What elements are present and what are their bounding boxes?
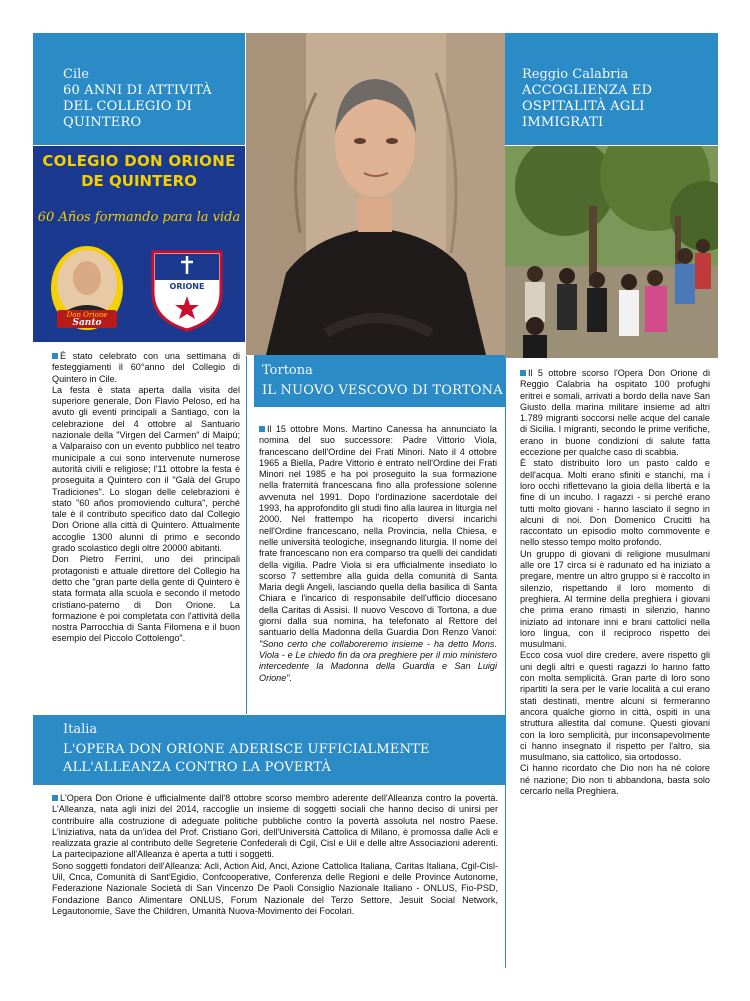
don-orione-portrait [47,244,127,332]
italia-location: Italia [63,722,98,737]
reggio-article [520,368,710,797]
banner-tagline: 60 Años formando para la vida [37,210,241,225]
paragraph-marker-icon [52,795,58,801]
reggio-title: ACCOGLIENZA ED OSPITALITÀ AGLI IMMIGRATI [522,83,653,130]
cile-title: 60 ANNI DI ATTIVITÀ DEL COLLEGIO DI QUINTERO [63,83,212,130]
portrait-caption-bottom: Santo [72,318,102,328]
reggio-header [505,33,718,145]
paragraph-marker-icon [520,370,526,376]
italia-header [33,715,505,785]
tortona-text: Il 15 ottobre Mons. Martino Canessa ha annunciato la nomina del suo successore: Padre Vittorio Viola, francescano dell'Ordine dei Frati Minori. Nato il 4 ottobre 1965 a Biella, Padre Vittorio è entrato nell'Ordine dei Frati Minori nel 1985 e ha poi proseguito la sua formazione nella fraternità francescana fino alla professione solenne avvenuta nel 1991. Dopo l'ordinazione sacerdotale del 1993, ha approfondito gli studi fino alla laurea in liturgia nel 2000. Nel frattempo ha ricoperto diversi incarichi nell'Ordine francescano, nella Provincia, nella Chiesa, e nelle università teologiche, insegnando liturgia. Il nome del frate francescano non era comparso tra quelli dei candidati della vigilia. Padre Viola si era ufficialmente insediato lo scorso 7 settembre alla guida della comunità di Santa Maria degli Angeli, lasciando quella della basilica di Santa Chiara e l'incarico di responsabile dell'ufficio diocesano della Caritas di Assisi. Il nuovo Vescovo di Tortona, a due giorni dalla sua nomina, ha telefonato al Rettore del santuario della Madonna della Guardia Don Renzo Vanoi: [259,424,497,638]
italia-paragraph: Sono soggetti fondatori dell'Alleanza: Acli, Action Aid, Anci, Azione Cattolica Italiana, Caritas Italiana, Cgil-Cisl-Uil, Cnca, Comunità di Sant'Egidio, Confcooperative, Conferenza delle Regioni e delle Province Autonome, Federazione Nazionale Società di San Vincenzo De Paoli Consiglio Nazionale Italiano - ONLUS, Fio-PSD, Fondazione Banco Alimentare ONLUS, Forum Nazionale del Terzo Settore, Jesuit Social Network, Legautonomie, Save the Children, Umanità Nuova-Movimento dei Focolari. [52,860,498,916]
reggio-paragraph: Un gruppo di giovani di religione musulmani alle ore 17 circa si è radunato ed ha iniziato a pregare, mentre un altro gruppo si è raccolto in silenzio, rispettando il loro momento di preghiera. Al termine della preghiera i giovani che prima erano rimasti in silenzio, hanno iniziato ad intonare inni e brani cattolici nella loro lingua, con il reciproco rispetto dei musulmani. [520,548,710,650]
italia-paragraph: L'Opera Don Orione è ufficialmente dall'8 ottobre scorso membro aderente dell'Alleanza contro la povertà. L'Alleanza, nata agli inizi del 2014, raccoglie un insieme di soggetti sociali che hanno deciso di unirsi per contribuire alla costruzione di adeguate politiche pubbliche contro la povertà assoluta nel nostro Paese. L'iniziativa, nata da un'idea del Prof. Cristiano Gori, dell'Università Cattolica di Milano, è promossa dalle Acli e realizzata grazie al contributo delle Segreterie Confederali di Cgil, Cisl e Uil e delle altre Associazioni aderenti. La partecipazione all'Alleanza è aperta a tutti i soggetti. [52,793,498,860]
cile-paragraph: La festa è stata aperta dalla visita del superiore generale, Don Flavio Peloso, ed ha avuto gli eventi principali a Santiago, con la celebrazione del 4 ottobre al Santuario nazionale della "Virgen del Carmen" di Maipú; a Valparaiso con un evento pubblico nel teatro municipale a cui sono intervenute numerose autorità civili e religiose; l'11 ottobre la festa è proseguita a Quintero con il "Galà del Grupo Tradiciones". Lo slogan delle celebrazioni è stato "60 años promoviendo cultura", perché tale è il contributo specifico dato dal Collegio Don Orione alla città di Quintero. Attualmente accoglie 1300 alunni di primo e secondo grado scolastico degli oltre 20000 abitanti. [52,384,240,554]
cile-banner [33,146,245,342]
paragraph-marker-icon [52,353,58,359]
reggio-paragraph: È stato distribuito loro un pasto caldo e dell'acqua. Molti erano sfiniti e stanchi, ma i loro occhi riflettevano la gioia della libertà e la fine di un incubo. I ragazzi - si perché erano tutti molto giovani - hanno lasciato il segno in alcuni di noi. Don Domenico Crucitti ha raccontato un episodio molto commovente e nello stesso tempo molto profondo. [520,458,710,548]
shield-text: ORIONE [169,282,205,291]
migrants-photo [505,146,718,358]
italia-title-line1: L'OPERA DON ORIONE ADERISCE UFFICIALMENTE [63,742,430,757]
tortona-header [254,355,505,407]
banner-line2: DE QUINTERO [81,172,197,190]
reggio-location: Reggio Calabria [522,67,629,82]
cile-paragraph: Don Pietro Ferrini, uno dei principali protagonisti e attuale direttore del Collegio ha detto che "gran parte della gente di Quintero è stata formata alla scuola e secondo il metodo cristiano-paterno di Don Orione. La formazione è poi completata con l'attività della nostra Parrocchia di Santa Filomena e il buon esempio del Piccolo Cottolengo". [52,554,240,644]
italia-article [52,793,498,917]
tortona-title: IL NUOVO VESCOVO DI TORTONA [262,383,503,398]
cile-location: Cile [63,67,89,82]
reggio-paragraph: Ci hanno ricordato che Dio non ha né colore né nazione; Dio non ti abbandona, basta solo cercarlo nella Preghiera. [520,763,710,796]
banner-line1: COLEGIO DON ORIONE [42,152,236,170]
orione-shield-icon [149,248,225,332]
cile-article [52,351,240,645]
cile-paragraph: È stato celebrato con una settimana di festeggiamenti il 60°anno del Collegio di Quintero in Cile. [52,351,240,384]
paragraph-marker-icon [259,426,265,432]
tortona-location: Tortona [262,363,313,378]
cile-header [33,33,245,145]
portrait-caption-top: Don Orione [66,311,108,319]
tortona-quote: "Sono certo che collaboreremo insieme - ha detto Mons. Viola - e Le chiedo fin da ora preghiere per il mio ministero intercedente la Madonna della Guardia e San Luigi Orione". [259,638,497,683]
bishop-photo [246,33,505,355]
reggio-paragraph: Ecco cosa vuol dire credere, avere rispetto gli uni degli altri e questi ragazzi lo hanno fatto con molta semplicità. Gran parte di loro sono ripartiti la sera per le varie località a cui erano stati destinati, mentre alcuni si fermeranno ancora qualche giorno in città, ospiti in una struttura allestita dal comune. Questi giovani con la loro semplicità, pur inconsapevolmente ci hanno insegnato il rispetto per l'altro, sia musulmano, sia cattolico, sia ortodosso. [520,650,710,763]
column-divider [505,356,506,968]
italia-title-line2: ALL'ALLEANZA CONTRO LA POVERTÀ [63,760,332,775]
tortona-article [259,424,497,684]
column-divider [246,356,247,714]
reggio-paragraph: Il 5 ottobre scorso l'Opera Don Orione di Reggio Calabria ha ospitato 100 profughi eritrei e somali, arrivati a bordo della nave San Giusto della marina militare insieme ad altri 1.789 migranti soccorsi nelle acque del canale di Sicilia. I migranti, secondo le prime verifiche, erano in buone condizioni di salute fatta eccezione per qualche caso di scabbia. [520,368,710,458]
